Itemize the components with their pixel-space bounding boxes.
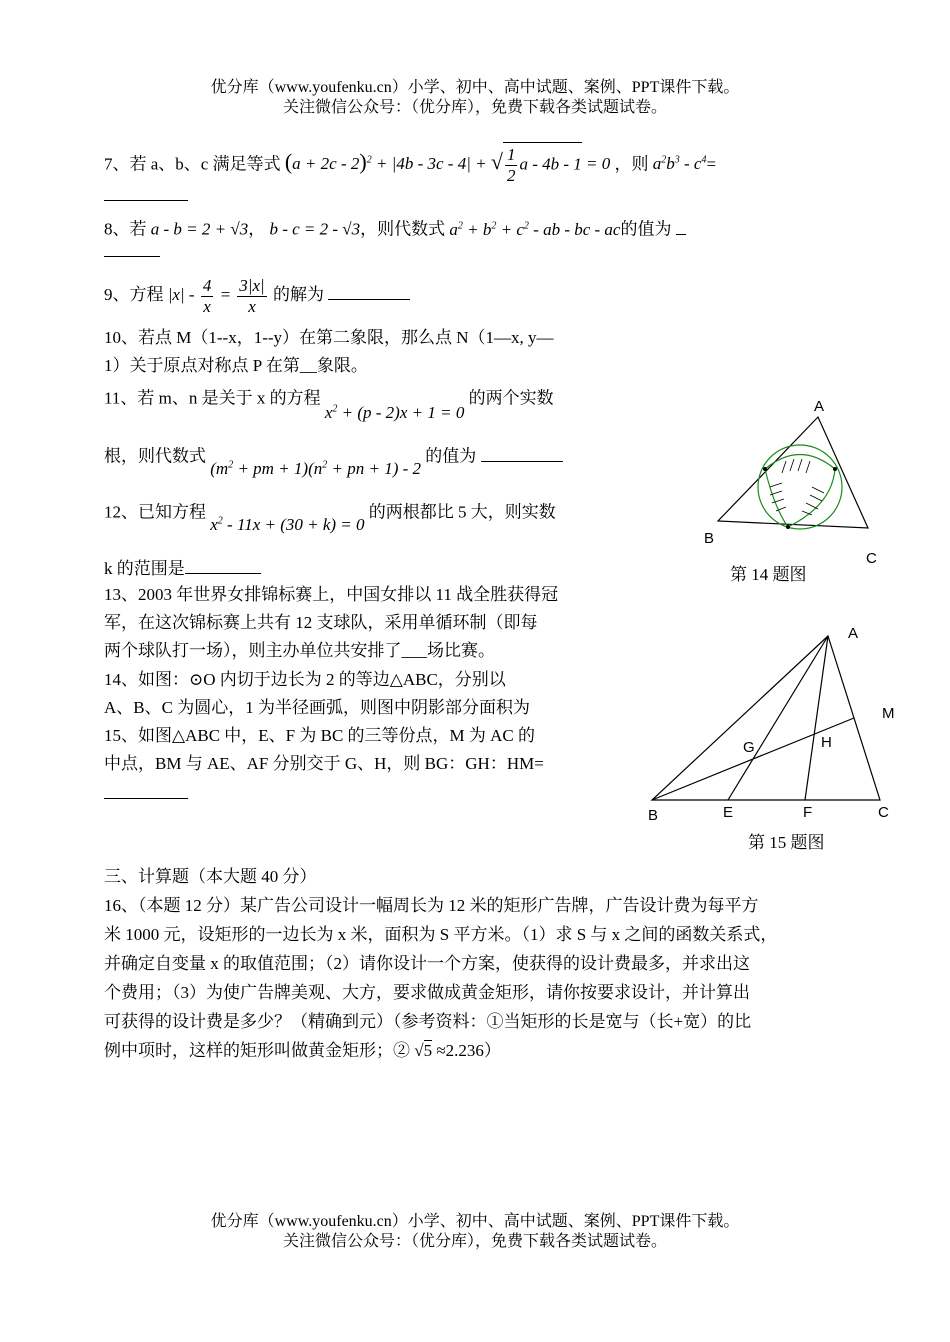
question-9 [104,273,410,317]
fig15-label-e: E [723,804,734,821]
q8-answer-blank [104,256,160,257]
q15-answer-blank [104,798,188,799]
q7-eq-end: = [706,154,717,174]
q11-prefix: 11、若 m、n 是关于 x 的方程 [104,388,321,408]
q12-line2: k 的范围是 [104,559,185,578]
fig14-label-c: C [866,550,877,567]
question-12-line-1 [104,497,556,534]
question-12-line-2 [104,555,261,581]
q7-equation: $(a + 2c - 2)^2 + |4b - 3c - 4|$ + √ $\frac{1}{2}$ a - 4b - 1 = 0 [285,154,610,173]
figure-14 [690,395,890,575]
fig15-line-af [805,636,828,800]
fig14-arc-b [765,469,788,527]
fig15-label-m: M [882,705,895,722]
q8-mid: ，则代数式 [360,219,446,239]
question-16-line-3: 并确定自变量 x 的取值范围；（2）请你设计一个方案，使获得的设计费最多，并求出这 [104,954,750,973]
fig14-arc-a [765,455,835,470]
q16-line6-suffix: ） [483,1041,501,1060]
q8-cond-1: a - b = 2 + √3 [150,219,249,239]
question-16-line-5: 可获得的设计费是多少？（精确到元）（参考资料：①当矩形的长是宽与（长+宽）的比 [104,1012,752,1031]
fig15-label-f: F [803,804,813,821]
fig14-point-3 [786,525,790,529]
q7-suffix: ，则 [614,154,649,174]
question-15-line-2: 中点，BM 与 AE、AF 分别交于 G、H，则 BG：GH：HM= [104,754,544,773]
q7-prefix: 7、若 a、b、c 满足等式 [104,154,281,174]
q11-answer-blank [481,443,563,462]
question-11-line-1 [104,383,554,422]
fig14-label-a: A [814,398,825,415]
question-13-line-1: 13、2003 年世界女排锦标赛上，中国女排以 11 战全胜获得冠 [104,585,559,604]
q11-equation: $x^2 + (p - 2)x + 1 = 0$ [324,402,465,422]
section-3-title: 三、计算题（本大题 40 分） [104,867,317,886]
q9-suffix: 的解为 [272,285,324,304]
question-15-line-1: 15、如图△ABC 中，E、F 为 BC 的三等份点，M 为 AC 的 [104,726,536,745]
q11-line2-prefix: 根，则代数式 [104,446,206,466]
question-13-line-3: 两个球队打一场），则主办单位共安排了___场比赛。 [104,641,495,660]
q8-expression: $a^2 + b^2 + c^2$ - ab - bc - ac [449,219,621,239]
q11-expression: ($m^2$ + pm + $1)(n^2$ + pn + 1) - 2 [210,458,422,478]
fig14-point-1 [763,467,767,471]
question-13-line-2: 军，在这次锦标赛上共有 12 支球队，采用单循环制（即每 [104,613,538,632]
q9-equation: |x| - $\frac{4}{x}$ = $\frac{3|x|}{x}$ [167,275,265,316]
fig14-label-b: B [704,530,715,547]
q8-suffix: 的值为 [620,219,672,239]
fig14-hatching [770,459,824,515]
q12-prefix: 12、已知方程 [104,502,206,522]
q9-answer-blank [328,281,410,300]
footer-line-2: 关注微信公众号：（优分库），免费下载各类试题试卷。 [282,1233,667,1250]
fig15-line-bm [652,718,854,800]
question-7 [104,142,716,186]
question-16-line-6 [104,1039,501,1063]
fig14-point-2 [833,467,837,471]
header-line-2: 关注微信公众号：（优分库），免费下载各类试题试卷。 [282,99,667,116]
fig15-label-c: C [878,804,889,821]
fig15-caption: 第 15 题图 [748,833,825,852]
question-11-line-2 [104,441,563,478]
question-14-line-2: A、B、C 为圆心，1 为半径画弧，则图中阴影部分面积为 [104,698,530,717]
q12-suffix: 的两根都比 5 大，则实数 [368,502,556,522]
q7-answer-blank [104,200,188,201]
q7-expression: $a^2b^3 - c^4$ [652,154,707,174]
q9-prefix: 9、方程 [104,285,164,304]
q8-sep: ， [248,219,266,239]
question-16-line-1: 16、（本题 12 分）某广告公司设计一幅周长为 12 米的矩形广告牌，广告设计费为每平方 [104,896,759,915]
fig15-label-a: A [848,625,859,642]
q8-cond-2: b - c = 2 - √3 [269,219,361,239]
fig15-label-b: B [648,807,659,824]
question-10-line-1: 10、若点 M（1--x，1--y）在第二象限，那么点 N（1—x, y— [104,328,554,347]
figure-15 [640,620,910,830]
q16-line6-prefix: 例中项时，这样的矩形叫做黄金矩形；② [104,1041,410,1060]
fig15-label-g: G [743,739,755,756]
fig15-line-ae [728,636,828,800]
q11-line2-suffix: 的值为 [425,446,477,466]
q12-equation: $x^2 - 11x + (30 + k) = 0$ [210,514,365,534]
footer-line-1: 优分库（www.youfenku.cn）小学、初中、高中试题、案例、PPT课件下载。 [210,1213,740,1230]
q11-suffix: 的两个实数 [468,388,554,408]
header-line-1: 优分库（www.youfenku.cn）小学、初中、高中试题、案例、PPT课件下载。 [210,79,740,96]
question-10-line-2: 1）关于原点对称点 P 在第__象限。 [104,356,368,375]
fig15-label-h: H [821,734,832,751]
fig14-triangle [718,417,868,528]
q8-prefix: 8、若 [104,219,147,239]
q16-sqrt5: √5 ≈2.236 [414,1041,484,1060]
question-16-line-4: 个费用；（3）为使广告牌美观、大方，要求做成黄金矩形，请你按要求设计，并计算出 [104,983,750,1002]
question-8 [104,214,686,242]
question-16-line-2: 米 1000 元，设矩形的一边长为 x 米，面积为 S 平方米。（1）求 S 与 x 之间的函数关系式， [104,925,778,944]
fig15-triangle [652,636,880,800]
q8-blank-a [676,216,686,235]
question-14-line-1: 14、如图：⊙O 内切于边长为 2 的等边△ABC，分别以 [104,670,506,689]
fig14-caption: 第 14 题图 [730,565,807,584]
q12-answer-blank [185,555,261,574]
